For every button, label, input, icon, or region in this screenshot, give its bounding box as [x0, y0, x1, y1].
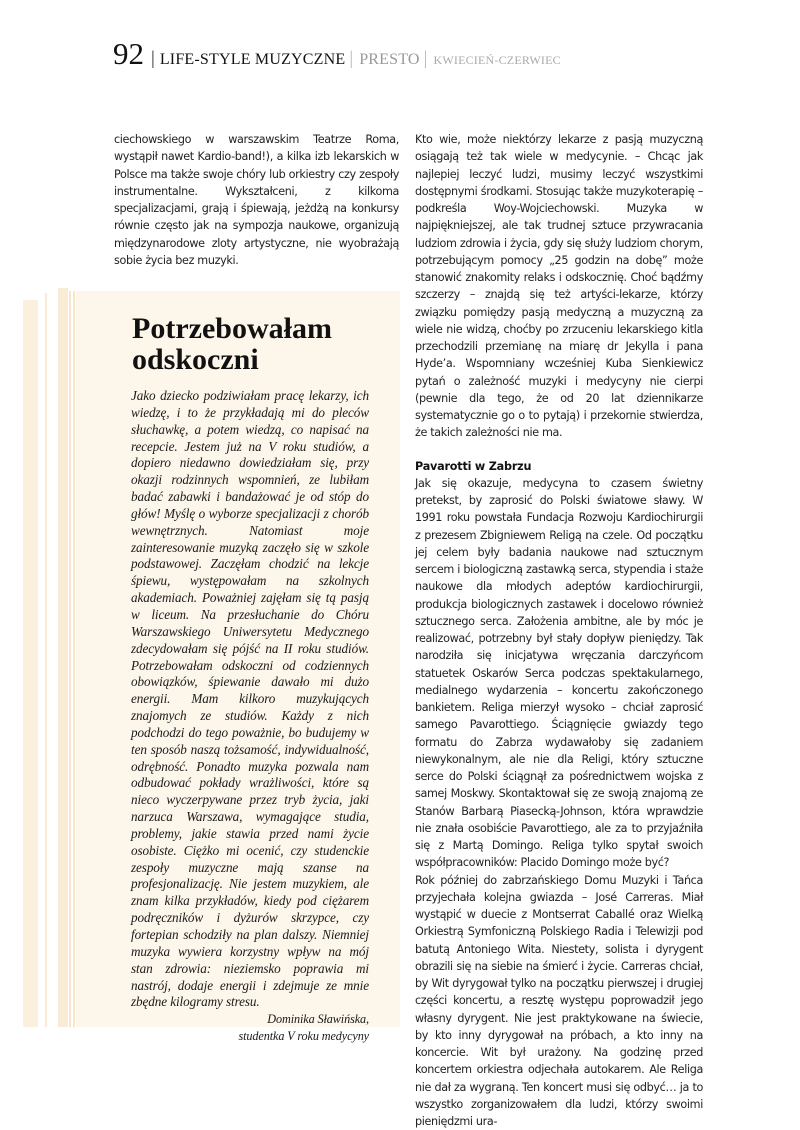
paragraph: Rok później do zabrzańskiego Domu Muzyki i Tańca przyjechała kolejna gwiazda – José Carreras. Miał wystąpić w duecie z Montserrat Caballé oraz Wielką Orkiestrą Symfoniczną Polskiego Radia i Telewizji pod batutą Antoniego Wita. Niestety, solista i dyrygent obrazili się na siebie na śmierć i życie. Carreras chciał, by Wit dyrygował tylko na początku pierwszej i drugiej części koncertu, a resztę występu poprowadził jego własny dyrygent. Nie jest praktykowane na świecie, by kto inny dyrygował na próbach, a kto inny na koncercie. Wit był urażony. Na godzinę przed koncertem orkiestra odjechała autokarem. Ale Religa nie dał za wygraną. Ten koncert musi się odbyć… ja to wszystko zorganizowałem dla ludzi, którzy swoimi pieniędzmi ura- [415, 872, 703, 1130]
left-column-text [114, 131, 399, 269]
section-title: LIFE-STYLE MUZYCZNE [160, 51, 346, 69]
author-name: Dominika Sławińska, [131, 1011, 369, 1028]
sidebar-quote: Jako dziecko podziwiałam pracę lekarzy, ich wiedzę, i to że przykładają mi do pleców słuchawkę, a potem wiedzą, co napisać na recepcie. Jestem już na V roku studiów, a dopiero niedawno dowiedziałam się, przy okazji rodzinnych wspomnień, ze lubiłam badać zabawki i bandażować je od stóp do głów! Myślę o wyborze specjalizacji z chorób wewnętrznych. Natomiast moje zainteresowanie muzyką zaczęło się w szkole podstawowej. Zaczęłam chodzić na lekcje śpiewu, występowałam na szkolnych akademiach. Poważniej zajęłam się tą pasją w liceum. Na przesłuchanie do Chóru Warszawskiego Uniwersytetu Medycznego zdecydowałam się pójść na II roku studiów. Potrzebowałam odskoczni od codziennych obowiązków, śpiewanie dawało mi dużo energii. Mam kilkoro muzykujących znajomych ze studiów. Każdy z nich podchodzi do tego poważnie, bo budujemy w ten sposób naszą tożsamość, indywidualność, odrębność. Ponadto muzyka pozwala nam odbudować pokłady wrażliwości, które są nieco wyczerpywane przez tryb życia, jaki narzuca Warszawa, wymagające studia, problemy, jakie stawia przed nami życie osobiste. Ciężko mi ocenić, czy studenckie zespoły muzyczne mają szanse na profesjonalizację. Nie jestem muzykiem, ale znam kilka przykładów, kiedy pod ciężarem podręczników i dyżurów skrzypce, czy fortepian schodziły na plan dalszy. Niemniej muzyka wywiera korzystny wpływ na mój stan zdrowia: nieziemsko poprawia mi nastrój, dodaje energii i zdejmuje ze mnie zbędne kilogramy stresu. [131, 388, 369, 1011]
header-divider: | [151, 48, 155, 70]
header-divider: | [349, 48, 353, 70]
sidebar-body [131, 388, 369, 1045]
subheading: Pavarotti w Zabrzu [415, 458, 703, 475]
decorative-stripe [23, 300, 38, 1027]
paragraph: Kto wie, może niektórzy lekarze z pasją muzyczną osiągają też tak wiele w medycynie. – Chcąc jak najlepiej leczyć ludzi, musimy leczyć wszystkimi dostępnymi środkami. Stosując także muzykoterapię – podkreśla Woy-Wojciechowski. Muzyka w najpiękniejszej, ale tak trudnej sztuce przywracania ludziom zdrowia i życia, gdy się służy ludziom chorym, potrzebującym pomocy „25 godzin na dobę” może stanowić znakomity relaks i odskocznię. Choć bądźmy szczerzy – znajdą się też artyści-lekarze, którzy związku pomiędzy pasją medyczną a muzyczną za wiele nie widzą, choćby po zrzuceniu lekarskiego kitla przechodzili przemianę na miarę dr Jekylla i pana Hyde’a. Wspomniany wcześniej Kuba Sienkiewicz pytań o zależność muzyki i medycyny nie cierpi (pewnie dla tego, że od 20 lat dziennikarze systematycznie go o to pytają) i przekornie stwierdza, że takich zależności nie ma. [415, 131, 703, 442]
paragraph: ciechowskiego w warszawskim Teatrze Roma, wystąpił nawet Kardio-band!), a kilka izb lekarskich w Polsce ma także swoje chóry lub orkiestry czy zespoły instrumentalne. Wykształceni, z kilkoma specjalizacjami, grają i śpiewają, jeżdżą na konkursy równie często jak na sympozja naukowe, organizują międzynarodowe zloty artystyczne, nie wyobrażają sobie życia bez muzyki. [114, 131, 399, 269]
decorative-stripe [69, 291, 71, 1027]
author-role: studentka V roku medycyny [131, 1028, 369, 1045]
magazine-name: PRESTO [359, 51, 419, 69]
sidebar-title: Potrzebowałam odskoczni [132, 313, 392, 375]
issue-date: KWIECIEŃ-CZERWIEC [433, 53, 560, 68]
decorative-stripe [73, 291, 75, 1027]
paragraph: Jak się okazuje, medycyna to czasem świetny pretekst, by zaprosić do Polski światowe sławy. W 1991 roku powstała Fundacja Rozwoju Kardiochirurgii z prezesem Zbigniewem Religą na czele. Od początku jej celem były badania naukowe nad sztucznym sercem i biologiczną zastawką serca, stypendia i staże naukowe dla młodych adeptów kardiochirurgii, produkcja biologicznych zastawek i docelowo również sztucznego serca. Założenia ambitne, ale by móc je realizować, potrzebny był stały dopływ pieniędzy. Tak narodziła się inicjatywa wręczania darczyńcom statuetek Oskarów Serca podczas spektakularnego, medialnego wydarzenia – koncertu zakończonego bankietem. Religa mierzył wysoko – chciał zaprosić samego Pavarottiego. Ściągnięcie gwiazdy tego formatu do Zabrza wydawałoby się zadaniem niewykonalnym, ale nie dla Religi, który sztuczne serce do Polski ściągnął za pośrednictwem wojska z samej Moskwy. Skontaktował się ze swoją znajomą ze Stanów Barbarą Piasecką-Johnson, która wprawdzie nie znała osobiście Pavarottiego, ale za to przyjaźniła się z Martą Domingo. Religa tylko spytał swoich współpracowników: Placido Domingo może być? [415, 475, 703, 872]
sidebar-author [131, 1011, 369, 1045]
decorative-stripe [58, 288, 68, 1027]
running-header [113, 36, 561, 76]
decorative-stripe [45, 293, 47, 1027]
header-divider: | [424, 48, 428, 70]
sidebar-box [76, 291, 400, 1027]
page-number: 92 [113, 36, 144, 72]
right-column-text [415, 131, 703, 1130]
